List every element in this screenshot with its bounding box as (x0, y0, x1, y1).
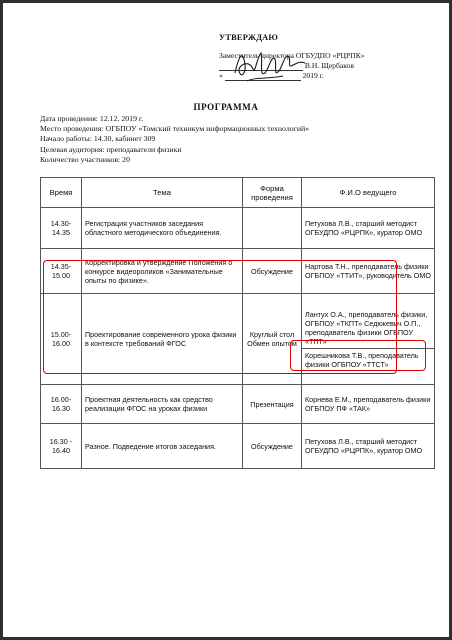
header-form: Форма проведения (243, 178, 302, 208)
cell-time: 16.00-16.30 (41, 385, 82, 424)
approval-block (219, 33, 429, 81)
approval-date-line (219, 71, 429, 81)
event-place: Место проведения: ОГБПОУ «Томский техникум информационных технологий» (40, 124, 310, 134)
approval-name: В.Н. Щербаков (304, 61, 354, 70)
cell-form: Обсуждение (243, 249, 302, 294)
cell-host: Нартова Т.Н., преподаватель физики ОГБПОУ «ТТИТ», руководитель ОМО (302, 249, 435, 294)
header-time: Время (41, 178, 82, 208)
header-host: Ф.И.О ведущего (302, 178, 435, 208)
event-date: Дата проведения: 12.12. 2019 г. (40, 114, 144, 123)
cell-time: 14.30-14.35 (41, 208, 82, 249)
event-participants: Количество участников: 20 (40, 154, 130, 164)
table-row (41, 385, 435, 424)
cell-topic: Регистрация участников заседания областного методического объединения. (82, 208, 243, 249)
cell-topic: Проектная деятельность как средство реализации ФГОС на уроках физики (82, 385, 243, 424)
event-audience: Целевая аудитория: преподаватели физики (40, 144, 182, 154)
approval-heading: УТВЕРЖДАЮ (219, 33, 279, 42)
table-row (41, 249, 435, 294)
cell-topic: Разное. Подведение итогов заседания. (82, 424, 243, 469)
program-table (40, 177, 435, 469)
cell-form: Презентация (243, 385, 302, 424)
cell-host-part: Корешникова Т.В., преподаватель физики ОГБПОУ «ТТСТ» (302, 348, 434, 369)
approval-name-line (219, 61, 429, 71)
table-row (41, 294, 435, 385)
cell-time: 14.35-15.00 (41, 249, 82, 294)
table-header-row (41, 178, 435, 208)
date-blank-line (225, 72, 301, 81)
header-topic: Тема (82, 178, 243, 208)
table-row (41, 424, 435, 469)
approval-date-prefix: « (219, 71, 223, 80)
table-row (41, 208, 435, 249)
cell-host: Корнева Е.М., преподаватель физики ОГБПОУ ПФ «ТАК» (302, 385, 435, 424)
cell-host: Петухова Л.В., старший методист ОГБУДПО «РЦРПК», куратор ОМО (302, 424, 435, 469)
cell-host (302, 294, 435, 385)
cell-time: 15.00-16.00 (41, 294, 82, 385)
cell-host: Петухова Л.В., старший методист ОГБУДПО «РЦРПК», куратор ОМО (302, 208, 435, 249)
signature-line (219, 62, 303, 71)
document-title: ПРОГРАММА (193, 102, 259, 112)
approval-date-suffix: 2019 г. (302, 71, 324, 80)
event-start: Начало работы: 14.30, кабинет 309 (40, 134, 156, 144)
cell-form (243, 208, 302, 249)
cell-time: 16.30 - 16.40 (41, 424, 82, 469)
cell-form: Круглый стол Обмен опытом (243, 294, 302, 385)
cell-host-part: Лантух О.А., преподаватель физики, ОГБПОУ «ТКПТ» Седюкевич О.П., преподаватель физики ОГБПОУ «ТПТ» (305, 309, 428, 346)
event-details (40, 114, 420, 165)
cell-topic: Проектирование современного урока физики в контексте требований ФГОС (82, 294, 243, 385)
cell-form: Обсуждение (243, 424, 302, 469)
approval-position: Заместитель директора ОГБУДПО «РЦРПК» (219, 51, 365, 60)
cell-topic: Корректировка и утверждение Положения о конкурсе видеороликов «Занимательные опыты по физике». (82, 249, 243, 294)
